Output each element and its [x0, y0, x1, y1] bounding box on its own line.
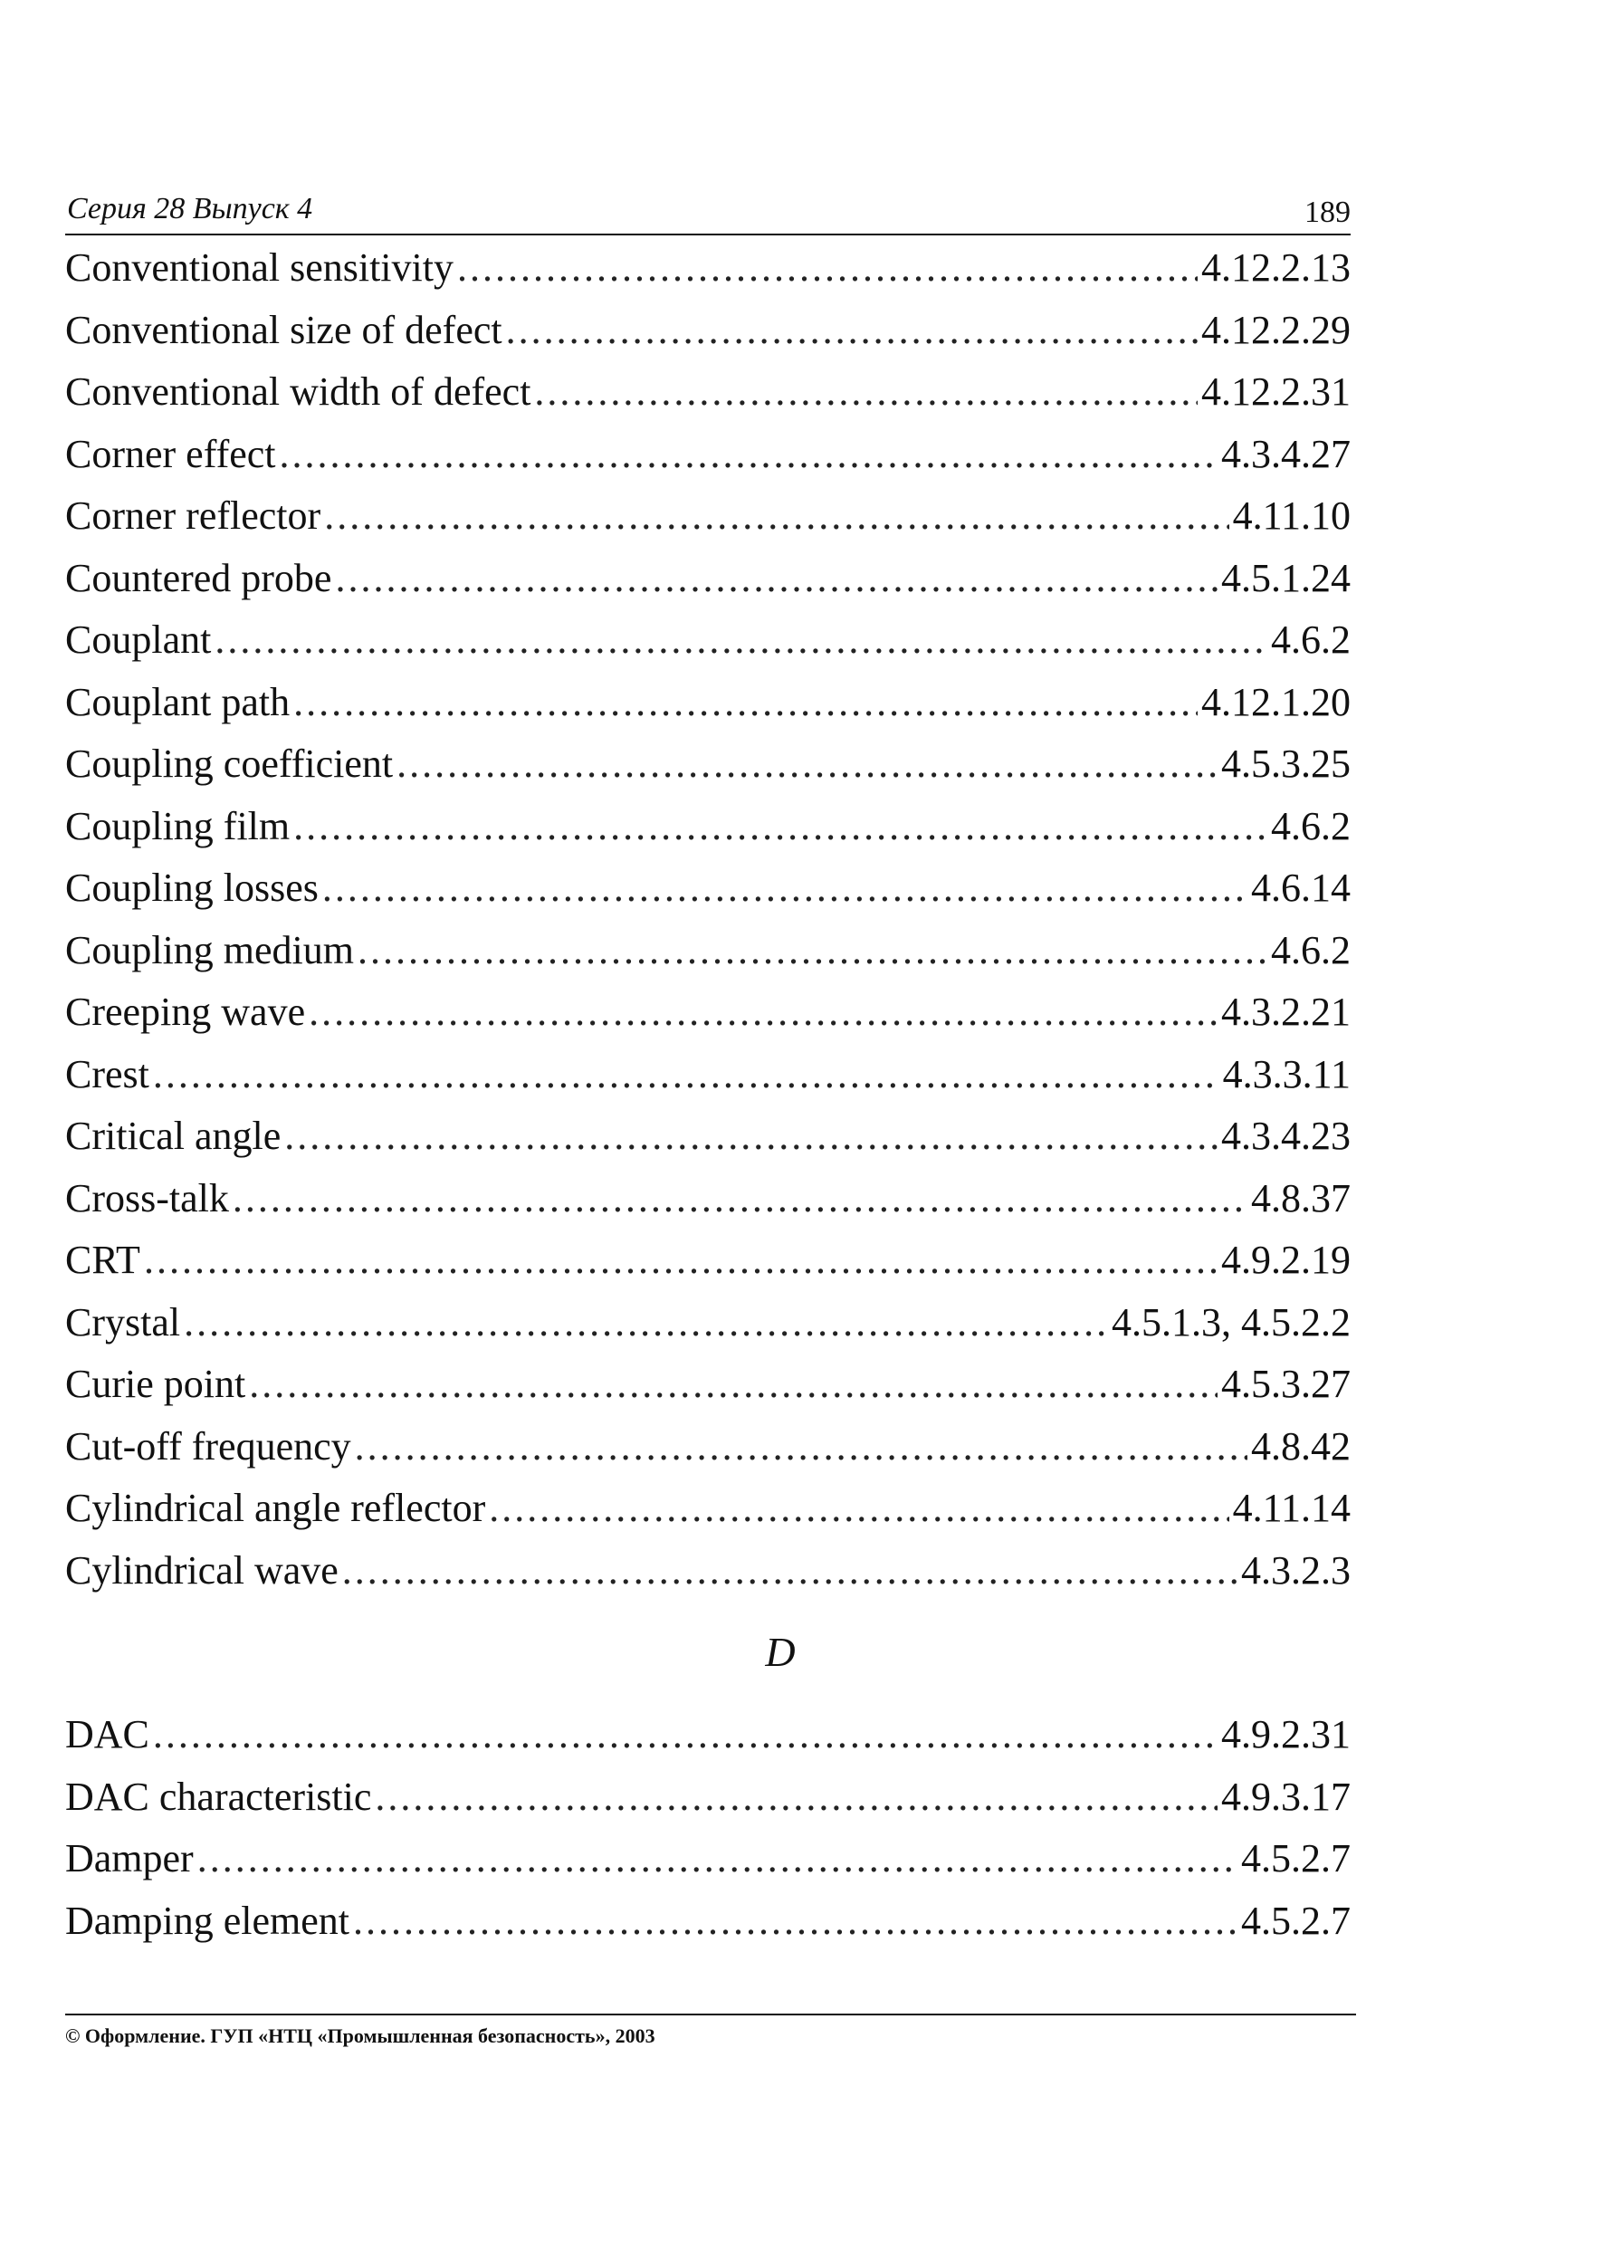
index-reference: 4.5.1.24 — [1221, 555, 1351, 600]
index-entry — [65, 1168, 1351, 1230]
index-reference: 4.12.2.29 — [1201, 307, 1351, 352]
index-entry — [65, 672, 1351, 734]
index-term: Couplant path — [65, 679, 291, 724]
index-term: Corner reflector — [65, 493, 321, 538]
index-reference: 4.3.3.11 — [1222, 1051, 1351, 1096]
index-entry — [65, 733, 1351, 796]
index-term: Coupling losses — [65, 866, 319, 910]
index-entry — [65, 237, 1351, 300]
index-term: Conventional width of defect — [65, 369, 531, 414]
index-section-c — [65, 237, 1351, 1602]
dot-leader — [506, 300, 1198, 362]
index-reference: 4.9.2.31 — [1221, 1712, 1351, 1756]
index-reference: 4.12.2.31 — [1201, 369, 1351, 414]
index-term: Crystal — [65, 1299, 181, 1345]
dot-leader — [153, 1044, 1219, 1106]
index-reference: 4.3.4.23 — [1221, 1114, 1351, 1158]
document-page — [65, 0, 1351, 2268]
index-entry — [65, 1105, 1351, 1168]
index-reference: 4.3.2.21 — [1221, 990, 1351, 1034]
index-term: DAC — [65, 1712, 149, 1756]
index-reference: 4.5.3.27 — [1221, 1362, 1351, 1406]
dot-leader — [396, 733, 1218, 796]
dot-leader — [534, 361, 1198, 424]
index-entry — [65, 1044, 1351, 1106]
dot-leader — [322, 857, 1247, 920]
series-title: Серия 28 Выпуск 4 — [67, 192, 313, 225]
index-term: Cylindrical angle reflector — [65, 1486, 486, 1530]
dot-leader — [353, 1890, 1237, 1953]
index-term: Damping element — [65, 1898, 350, 1943]
dot-leader — [153, 1704, 1218, 1766]
index-term: Cross-talk — [65, 1175, 229, 1220]
dot-leader — [342, 1540, 1237, 1603]
copyright-footer: © Оформление. ГУП «НТЦ «Промышленная безопасность», 2003 — [65, 2024, 655, 2047]
index-reference: 4.5.3.25 — [1221, 742, 1351, 786]
index-entry — [65, 1354, 1351, 1416]
running-header — [65, 185, 1351, 235]
index-entry — [65, 424, 1351, 486]
index-entry — [65, 361, 1351, 424]
dot-leader — [358, 920, 1267, 982]
index-reference: 4.11.10 — [1232, 493, 1351, 538]
index-reference: 4.5.2.7 — [1241, 1898, 1351, 1943]
index-term: Crest — [65, 1051, 149, 1096]
index-reference: 4.6.2 — [1271, 803, 1351, 848]
index-entry — [65, 1828, 1351, 1890]
index-reference: 4.8.37 — [1251, 1175, 1351, 1220]
index-term: Coupling coefficient — [65, 742, 394, 786]
index-entry — [65, 1540, 1351, 1603]
dot-leader — [375, 1766, 1218, 1829]
dot-leader — [309, 981, 1218, 1044]
index-term: Corner effect — [65, 431, 276, 476]
index-term: Couplant — [65, 617, 212, 662]
index-reference: 4.6.14 — [1251, 866, 1351, 910]
dot-leader — [215, 609, 1267, 672]
index-term: Curie point — [65, 1362, 246, 1406]
index-entry — [65, 300, 1351, 362]
dot-leader — [355, 1416, 1247, 1479]
index-entry — [65, 609, 1351, 672]
index-entry — [65, 1766, 1351, 1829]
index-term: Coupling medium — [65, 927, 354, 972]
index-reference: 4.5.2.7 — [1241, 1836, 1351, 1880]
dot-leader — [280, 424, 1218, 486]
index-term: Creeping wave — [65, 990, 306, 1034]
dot-leader — [249, 1354, 1218, 1416]
index-reference: 4.8.42 — [1251, 1423, 1351, 1469]
index-entry — [65, 1704, 1351, 1766]
index-term: Conventional sensitivity — [65, 245, 454, 290]
dot-leader — [293, 672, 1198, 734]
index-reference: 4.3.4.27 — [1221, 431, 1351, 476]
index-reference: 4.6.2 — [1271, 617, 1351, 662]
index-entry — [65, 981, 1351, 1044]
index-reference: 4.9.3.17 — [1221, 1774, 1351, 1819]
dot-leader — [293, 796, 1267, 858]
dot-leader — [197, 1828, 1237, 1890]
dot-leader — [184, 1292, 1108, 1354]
footer-divider — [65, 2014, 1356, 2015]
index-term: CRT — [65, 1238, 140, 1282]
index-entry — [65, 857, 1351, 920]
index-entry — [65, 920, 1351, 982]
index-reference: 4.5.1.3, 4.5.2.2 — [1112, 1299, 1351, 1345]
index-entry — [65, 1890, 1351, 1953]
index-section-d — [65, 1704, 1351, 1952]
index-term: Cut-off frequency — [65, 1423, 351, 1469]
index-term: Conventional size of defect — [65, 307, 502, 352]
dot-leader — [284, 1105, 1218, 1168]
index-term: Critical angle — [65, 1114, 282, 1158]
index-reference: 4.9.2.19 — [1221, 1238, 1351, 1282]
index-entry — [65, 1478, 1351, 1540]
index-term: Coupling film — [65, 803, 291, 848]
index-term: DAC characteristic — [65, 1774, 372, 1819]
page-number: 189 — [1304, 196, 1351, 229]
dot-leader — [233, 1168, 1247, 1230]
dot-leader — [489, 1478, 1228, 1540]
index-term: Damper — [65, 1836, 194, 1880]
index-entry — [65, 1416, 1351, 1479]
dot-leader — [144, 1230, 1218, 1292]
index-entry — [65, 796, 1351, 858]
dot-leader — [457, 237, 1198, 300]
dot-leader — [324, 485, 1228, 548]
section-letter-heading: D — [765, 1629, 796, 1675]
index-reference: 4.12.1.20 — [1201, 679, 1351, 724]
index-reference: 4.6.2 — [1271, 927, 1351, 972]
index-entry — [65, 1230, 1351, 1292]
index-reference: 4.3.2.3 — [1241, 1547, 1351, 1593]
index-reference: 4.12.2.13 — [1201, 245, 1351, 290]
dot-leader — [335, 548, 1218, 610]
index-entry — [65, 485, 1351, 548]
index-entry — [65, 548, 1351, 610]
index-reference: 4.11.14 — [1232, 1486, 1351, 1530]
index-term: Cylindrical wave — [65, 1547, 339, 1593]
index-entry — [65, 1292, 1351, 1354]
index-term: Countered probe — [65, 555, 332, 600]
